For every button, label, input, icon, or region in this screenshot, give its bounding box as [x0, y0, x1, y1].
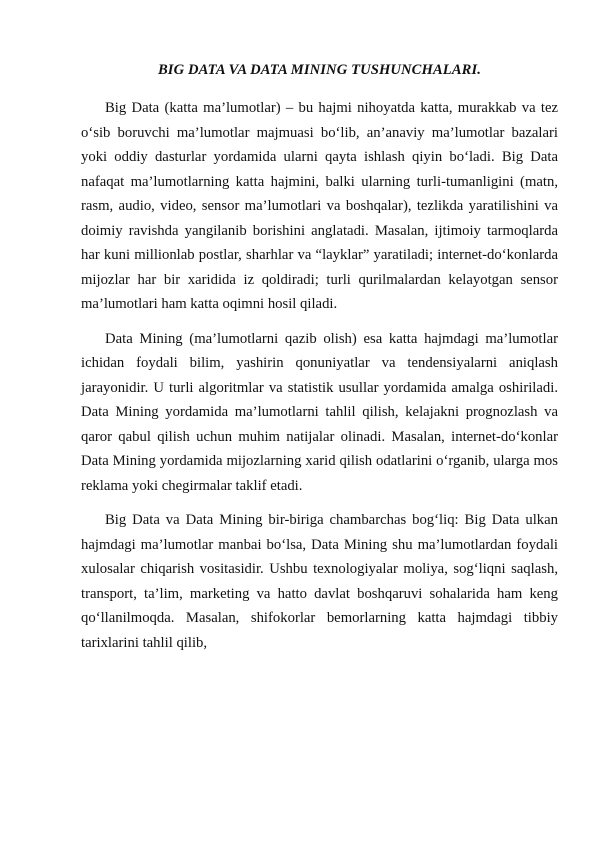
document-title: BIG DATA VA DATA MINING TUSHUNCHALARI.: [157, 62, 482, 78]
paragraph-relationship: Big Data va Data Mining bir-biriga chambarchas bog‘liq: Big Data ulkan hajmdagi ma’lumotlar manbai bo‘lsa, Data Mining shu ma’lumotlardan foydali xulosalar chiqarish vositasidir. Ushbu texnologiyalar moliya, sog‘liqni saqlash, transport, ta’lim, marketing va hatto davlat boshqaruvi sohalarida ham keng qo‘llanilmoqda. Masalan, shifokorlar bemorlarning katta hajmdagi tibbiy tarixlarini tahlil qilib,: [81, 512, 558, 651]
document-page: [81, 60, 558, 665]
paragraph-big-data: Big Data (katta ma’lumotlar) – bu hajmi nihoyatda katta, murakkab va tez o‘sib boruvchi ma’lumotlar majmuasi bo‘lib, an’anaviy ma’lumotlar bazalari yoki oddiy dasturlar yordamida ularni qayta ishlash qiyin bo‘ladi. Big Data nafaqat ma’lumotlarning katta hajmini, balki ularning turli-tumanligini (matn, rasm, audio, video, sensor ma’lumotlari va boshqalar), tezlikda yaratilishini va doimiy ravishda yangilanib borishini anglatadi. Masalan, ijtimoiy tarmoqlarda har kuni millionlab postlar, sharhlar va “layklar” yaratiladi; internet-do‘konlarda mijozlar har bir xaridida iz qoldiradi; turli qurilmalardan kelayotgan sensor ma’lumotlari ham katta oqimni hosil qiladi.: [81, 100, 558, 312]
paragraph-data-mining: Data Mining (ma’lumotlarni qazib olish) esa katta hajmdagi ma’lumotlar ichidan foydali bilim, yashirin qonuniyatlar va tendensiyalarni aniqlash jarayonidir. U turli algoritmlar va statistik usullar yordamida amalga oshiriladi. Data Mining yordamida ma’lumotlarni tahlil qilish, kelajakni prognozlash va qaror qabul qilish uchun muhim natijalar olinadi. Masalan, internet-do‘konlar Data Mining yordamida mijozlarning xarid qilish odatlarini o‘rganib, ularga mos reklama yoki chegirmalar taklif etadi.: [81, 330, 558, 494]
